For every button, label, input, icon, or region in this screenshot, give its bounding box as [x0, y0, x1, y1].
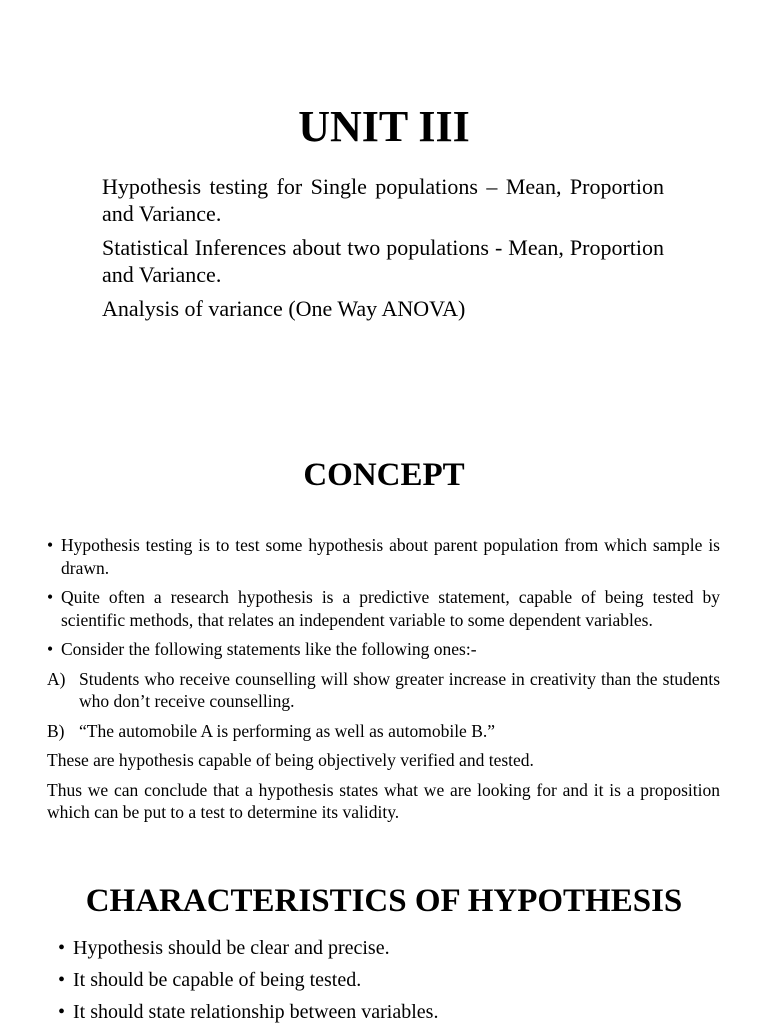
concept-bullet [47, 534, 720, 579]
example-item-a [47, 668, 720, 713]
concept-body [47, 534, 720, 831]
bullet-marker: • [47, 587, 54, 607]
unit-title: UNIT III [298, 102, 470, 151]
bullet-marker: • [58, 937, 66, 959]
characteristics-item-text: Hypothesis should be clear and precise. [73, 937, 390, 959]
example-marker: B) [47, 720, 65, 741]
bullet-marker: • [47, 639, 54, 659]
concept-bullet-text: Quite often a research hypothesis is a predictive statement, capable of being tested by scientific methods, that relates an independent variable to some dependent variables. [61, 587, 720, 630]
characteristics-item [58, 968, 718, 992]
characteristics-list [58, 936, 718, 1032]
example-item-b [47, 720, 720, 743]
unit-topic-item: Hypothesis testing for Single populations – Mean, Proportion and Variance. [102, 174, 664, 226]
concept-bullet [47, 638, 720, 661]
characteristics-item [58, 1000, 718, 1024]
example-text: Students who receive counselling will show greater increase in creativity than the students who don’t receive counselling. [79, 668, 720, 711]
characteristics-item [58, 936, 718, 960]
characteristics-item-text: It should be capable of being tested. [73, 969, 362, 991]
bullet-marker: • [47, 535, 54, 555]
characteristics-item-text: It should state relationship between variables. [73, 1001, 439, 1023]
concept-bullet-text: Hypothesis testing is to test some hypothesis about parent population from which sample is drawn. [61, 535, 720, 578]
unit-topic-list [102, 173, 664, 329]
concept-title: CONCEPT [303, 457, 465, 493]
concept-paragraph: Thus we can conclude that a hypothesis states what we are looking for and it is a proposition which can be put to a test to determine its validity. [47, 779, 720, 822]
bullet-marker: • [58, 1001, 66, 1023]
example-text: “The automobile A is performing as well as automobile B.” [79, 720, 496, 741]
concept-paragraph: These are hypothesis capable of being objectively verified and tested. [47, 750, 534, 770]
unit-topic-item: Analysis of variance (One Way ANOVA) [102, 296, 466, 321]
bullet-marker: • [58, 969, 66, 991]
example-marker: A) [47, 668, 66, 689]
characteristics-title: CHARACTERISTICS OF HYPOTHESIS [85, 883, 683, 919]
unit-topic-item: Statistical Inferences about two populations - Mean, Proportion and Variance. [102, 235, 664, 287]
concept-bullet-text: Consider the following statements like the following ones:- [61, 639, 477, 659]
concept-bullet [47, 586, 720, 631]
